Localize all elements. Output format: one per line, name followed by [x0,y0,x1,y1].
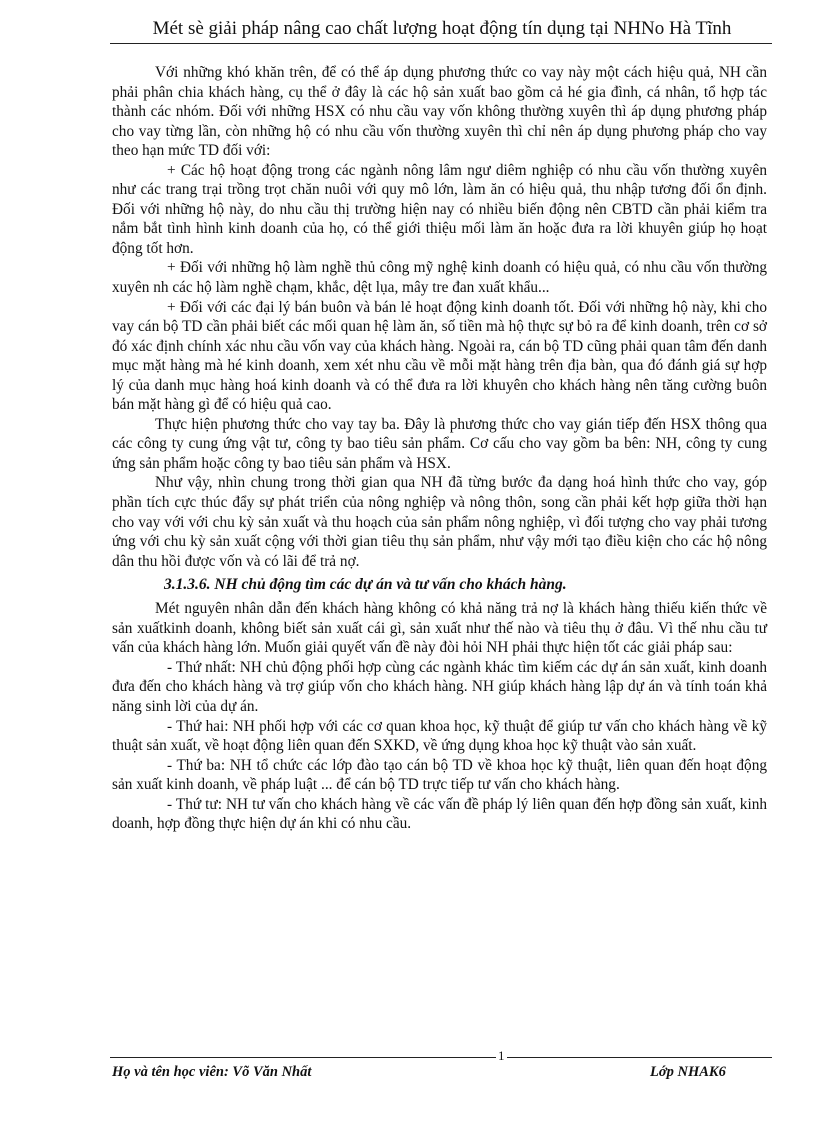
paragraph-three-party-loan: Thực hiện phương thức cho vay tay ba. Đây là phương thức cho vay gián tiếp đến HSX thông qua các công ty cung ứng vật tư, công ty bao tiêu sản phẩm. Cơ cấu cho vay gồm ba bên: NH, công ty cung ứng sản phẩm hoặc công ty bao tiêu sản phẩm và HSX. [112,415,767,472]
paragraph-fourth-measure: - Thứ tư: NH tư vấn cho khách hàng về các vấn đề pháp lý liên quan đến hợp đồng sản xuất, kinh doanh, hợp đồng thực hiện dự án khi có nhu cầu. [112,795,767,833]
page-header-title: Mét sè giải pháp nâng cao chất lượng hoạt động tín dụng tại NHNo Hà Tĩnh [152,18,732,39]
footer-class: Lớp NHAK6 [650,1064,726,1080]
paragraph-third-measure: - Thứ ba: NH tổ chức các lớp đào tạo cán bộ TD về khoa học kỹ thuật, liên quan đến hoạt động sản xuất kinh doanh, về pháp luật ... để cán bộ TD trực tiếp tư vấn cho khách hàng. [112,756,767,794]
footer-student-name: Họ và tên học viên: Võ Văn Nhất [112,1064,312,1080]
paragraph-second-measure: - Thứ hai: NH phối hợp với các cơ quan khoa học, kỹ thuật để giúp tư vấn cho khách hàng về kỹ thuật sản xuất, về hoạt động liên quan đến SXKD, về ứng dụng khoa học kỹ thuật vào sản xuất. [112,717,767,755]
paragraph-intro: Với những khó khăn trên, để có thể áp dụng phương thức co vay này một cách hiệu quả, NH cần phải phân chia khách hàng, cụ thể ở đây là các hộ sản xuất bao gồm cả hé gia đình, cá nhân, tổ hợp tác thành các nhóm. Đối với những HSX có nhu cầu vay vốn không thường xuyên thì áp dụng phương pháp cho vay từng lần, còn những hộ có nhu cầu vốn thường xuyên thì chỉ nên áp dụng phương pháp cho vay theo hạn mức TD đối với: [112,64,767,160]
header-divider [110,43,772,44]
paragraph-bullet-agents: + Đối với các đại lý bán buôn và bán lẻ hoạt động kinh doanh tốt. Đối với những hộ này, khi cho vay cán bộ TD cần phải biết các mối quan hệ làm ăn, số tiền mà hộ thực sự bỏ ra để kinh doanh, trên cơ sở đó xác định chính xác nhu cầu vốn vay của khách hàng. Ngoài ra, cán bộ TD cũng phải quan tâm đến danh mục mặt hàng mà hé kinh doanh, xem xét nhu cầu về mỗi mặt hàng trên địa bàn, qua đó đánh giá sự hợp lý của danh mục hàng hoá kinh doanh và có thể đưa ra lời khuyên cho khách hàng nên tăng cường buôn bán mặt hàng gì để có hiệu quả cao. [112,298,767,414]
paragraph-bullet-agriculture: + Các hộ hoạt động trong các ngành nông lâm ngư diêm nghiệp có nhu cầu vốn thường xuyên như các trang trại trồng trọt chăn nuôi với quy mô lớn, làm ăn có hiệu quả, thu nhập tương đối ổn định. Đối với những hộ này, do nhu cầu thị trường hiện nay có nhiều biến động nên CBTD cần phải kiểm tra nắm bắt tình hình kinh doanh của họ, có thể giới thiệu mối làm ăn hoặc đưa ra lời khuyên giúp họ hoạt động tốt hơn. [112,161,767,257]
paragraph-first-measure: - Thứ nhất: NH chủ động phối hợp cùng các ngành khác tìm kiếm các dự án sản xuất, kinh doanh đưa đến cho khách hàng và trợ giúp vốn cho khách hàng. NH giúp khách hàng lập dự án và tính toán khả năng sinh lời của dự án. [112,658,767,715]
paragraph-bullet-handicraft: + Đối với những hộ làm nghề thủ công mỹ nghệ kinh doanh có hiệu quả, có nhu cầu vốn thường xuyên nh các hộ làm nghề chạm, khắc, dệt lụa, mây tre đan xuất khẩu... [112,259,767,297]
body-text [112,63,767,834]
paragraph-section-intro: Mét nguyên nhân dẫn đến khách hàng không có khả năng trả nợ là khách hàng thiếu kiến thức về sản xuấtkinh doanh, không biết sản xuất cái gì, sản xuất như thế nào và tiêu thụ ở đâu. Vì thế nhu cầu tư vấn của khách hàng lớn. Muốn giải quyết vấn đề này đòi hỏi NH phải thực hiện tốt các giải pháp sau: [112,600,767,657]
footer-divider [110,1057,772,1058]
page-number: 1 [498,1048,505,1063]
paragraph-summary: Như vậy, nhìn chung trong thời gian qua NH đã từng bước đa dạng hoá hình thức cho vay, góp phần tích cực thúc đẩy sự phát triển của nông nghiệp và nông thôn, song cần phải kết hợp giữa thời hạn cho vay với với chu kỳ sản xuất và thu hoạch của sản phẩm nông nghiệp, vì đối tượng cho vay phải tương ứng với chu kỳ sản xuất cộng với thời gian tiêu thụ sản phẩm, như vậy mới tạo điều kiện cho các hộ nông dân thu hồi được vốn và có lãi để trả nợ. [112,474,767,570]
section-heading: 3.1.3.6. NH chủ động tìm các dự án và tư vấn cho khách hàng. [164,576,567,594]
